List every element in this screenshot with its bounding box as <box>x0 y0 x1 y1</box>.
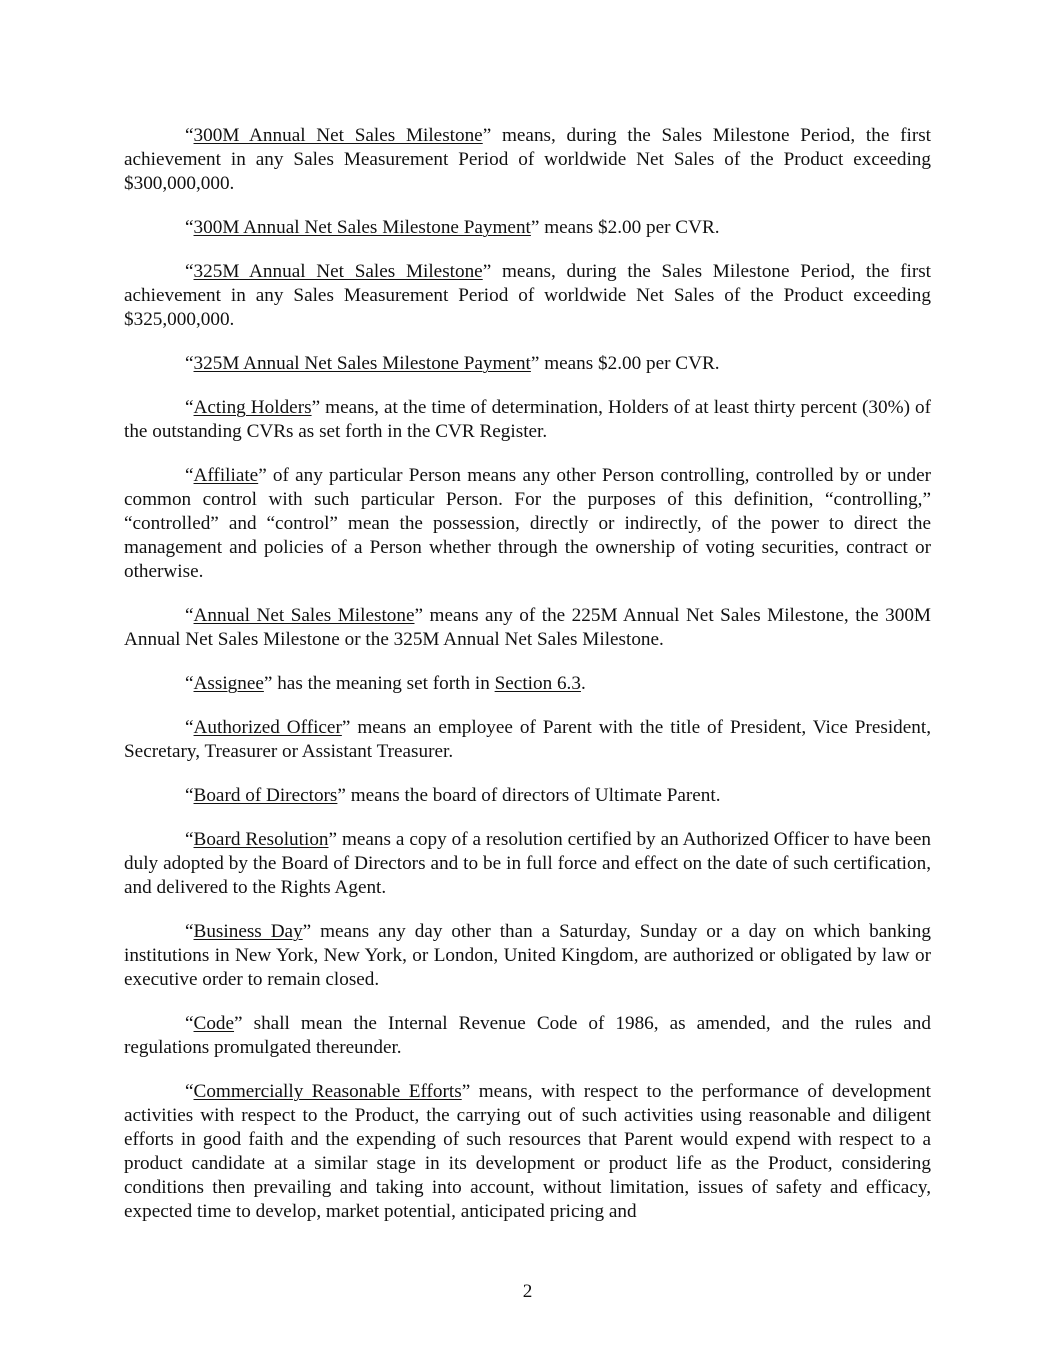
definition-text: means any of the 225M Annual Net Sales Milestone, the 300M Annual Net Sales Milestone or the 325M Annual Net Sales Milestone. <box>124 605 931 650</box>
definition-paragraph: “325M Annual Net Sales Milestone” means, during the Sales Milestone Period, the first achievement in any Sales Measurement Period of worldwide Net Sales of the Product exceeding $325,000,000. <box>124 261 932 330</box>
definition-text: means $2.00 per CVR. <box>539 353 720 374</box>
definition-text: means the board of directors of Ultimate Parent. <box>345 785 721 806</box>
defined-term: Business Day <box>193 921 303 942</box>
definition-text: of any particular Person means any other Person controlling, controlled by or under common control with such particular Person. For the purposes of this definition, “controlling,” “controlled” and “control” mean the possession, directly or indirectly, of the power to direct the management and policies of a Person whether through the ownership of voting securities, contract or otherwise. <box>124 465 931 582</box>
defined-term: Annual Net Sales Milestone <box>193 605 415 626</box>
definition-text-tail: . <box>580 673 586 694</box>
definition-paragraph: “Board Resolution” means a copy of a resolution certified by an Authorized Officer to have been duly adopted by the Board of Directors and to be in full force and effect on the date of such certification, and delivered to the Rights Agent. <box>124 829 932 898</box>
defined-term: Board of Directors <box>193 785 338 806</box>
definition-paragraph: “Authorized Officer” means an employee of Parent with the title of President, Vice President, Secretary, Treasurer or Assistant Treasurer. <box>124 717 931 762</box>
definition-text: has the meaning set forth in <box>272 673 495 694</box>
definition-text: means a copy of a resolution certified by an Authorized Officer to have been duly adopted by the Board of Directors and to be in full force and effect on the date of such certification, and delivered to the Rights Agent. <box>124 829 932 898</box>
defined-term: Affiliate <box>193 465 259 486</box>
definition-text: means $2.00 per CVR. <box>539 217 720 238</box>
page-number: 2 <box>522 1281 533 1302</box>
definition-text: means, with respect to the performance of development activities with respect to the Product, the carrying out of such activities using reasonable and diligent efforts in good faith and the expending of such resources that Parent would expend with respect to a product candidate at a similar stage in its development or product life as the Product, considering conditions then prevailing and taking into account, without limitation, issues of safety and efficacy, expected time to develop, market potential, anticipated pricing and <box>124 1081 931 1222</box>
definition-text: shall mean the Internal Revenue Code of 1986, as amended, and the rules and regulations promulgated thereunder. <box>124 1013 931 1058</box>
definition-paragraph: “300M Annual Net Sales Milestone” means, during the Sales Milestone Period, the first achievement in any Sales Measurement Period of worldwide Net Sales of the Product exceeding $300,000,000. <box>124 125 932 194</box>
defined-term: Assignee <box>193 673 264 694</box>
definition-text: means, during the Sales Milestone Period, the first achievement in any Sales Measurement Period of worldwide Net Sales of the Product exceeding $325,000,000. <box>124 261 932 330</box>
defined-term: Board Resolution <box>193 829 329 850</box>
definition-paragraph: “Acting Holders” means, at the time of determination, Holders of at least thirty percent (30%) of the outstanding CVRs as set forth in the CVR Register. <box>124 397 931 442</box>
definition-paragraph: “Business Day” means any day other than a Saturday, Sunday or a day on which banking institutions in New York, New York, or London, United Kingdom, are authorized or obligated by law or executive order to remain closed. <box>124 921 931 990</box>
definition-text: means an employee of Parent with the title of President, Vice President, Secretary, Treasurer or Assistant Treasurer. <box>124 717 931 762</box>
definition-text: means, during the Sales Milestone Period, the first achievement in any Sales Measurement Period of worldwide Net Sales of the Product exceeding $300,000,000. <box>124 125 932 194</box>
definitions-section <box>124 124 931 1244</box>
defined-term: Code <box>193 1013 235 1034</box>
definition-paragraph: “Annual Net Sales Milestone” means any of the 225M Annual Net Sales Milestone, the 300M Annual Net Sales Milestone or the 325M Annual Net Sales Milestone. <box>124 605 931 650</box>
definition-text: means any day other than a Saturday, Sunday or a day on which banking institutions in New York, New York, or London, United Kingdom, are authorized or obligated by law or executive order to remain closed. <box>124 921 931 990</box>
defined-term: 325M Annual Net Sales Milestone <box>193 261 483 282</box>
defined-term: 300M Annual Net Sales Milestone <box>193 125 483 146</box>
definition-paragraph: “Affiliate” of any particular Person means any other Person controlling, controlled by or under common control with such particular Person. For the purposes of this definition, “controlling,” “controlled” and “control” mean the possession, directly or indirectly, of the power to direct the management and policies of a Person whether through the ownership of voting securities, contract or otherwise. <box>124 465 931 582</box>
definition-paragraph: “Assignee” has the meaning set forth in Section 6.3. <box>185 673 586 694</box>
defined-term: 325M Annual Net Sales Milestone Payment <box>193 353 531 374</box>
definition-paragraph: “325M Annual Net Sales Milestone Payment” means $2.00 per CVR. <box>185 353 720 374</box>
definition-paragraph: “Code” shall mean the Internal Revenue Code of 1986, as amended, and the rules and regulations promulgated thereunder. <box>124 1013 931 1058</box>
definition-text: means, at the time of determination, Holders of at least thirty percent (30%) of the outstanding CVRs as set forth in the CVR Register. <box>124 397 931 442</box>
defined-term: 300M Annual Net Sales Milestone Payment <box>193 217 531 238</box>
defined-term: Authorized Officer <box>193 717 342 738</box>
defined-term: Acting Holders <box>193 397 312 418</box>
definition-paragraph: “300M Annual Net Sales Milestone Payment” means $2.00 per CVR. <box>185 217 720 238</box>
definition-paragraph: “Board of Directors” means the board of directors of Ultimate Parent. <box>185 785 721 806</box>
definition-paragraph: “Commercially Reasonable Efforts” means, with respect to the performance of development activities with respect to the Product, the carrying out of such activities using reasonable and diligent efforts in good faith and the expending of such resources that Parent would expend with respect to a product candidate at a similar stage in its development or product life as the Product, considering conditions then prevailing and taking into account, without limitation, issues of safety and efficacy, expected time to develop, market potential, anticipated pricing and <box>124 1081 931 1222</box>
section-cross-reference: Section 6.3 <box>494 673 581 694</box>
defined-term: Commercially Reasonable Efforts <box>193 1081 462 1102</box>
